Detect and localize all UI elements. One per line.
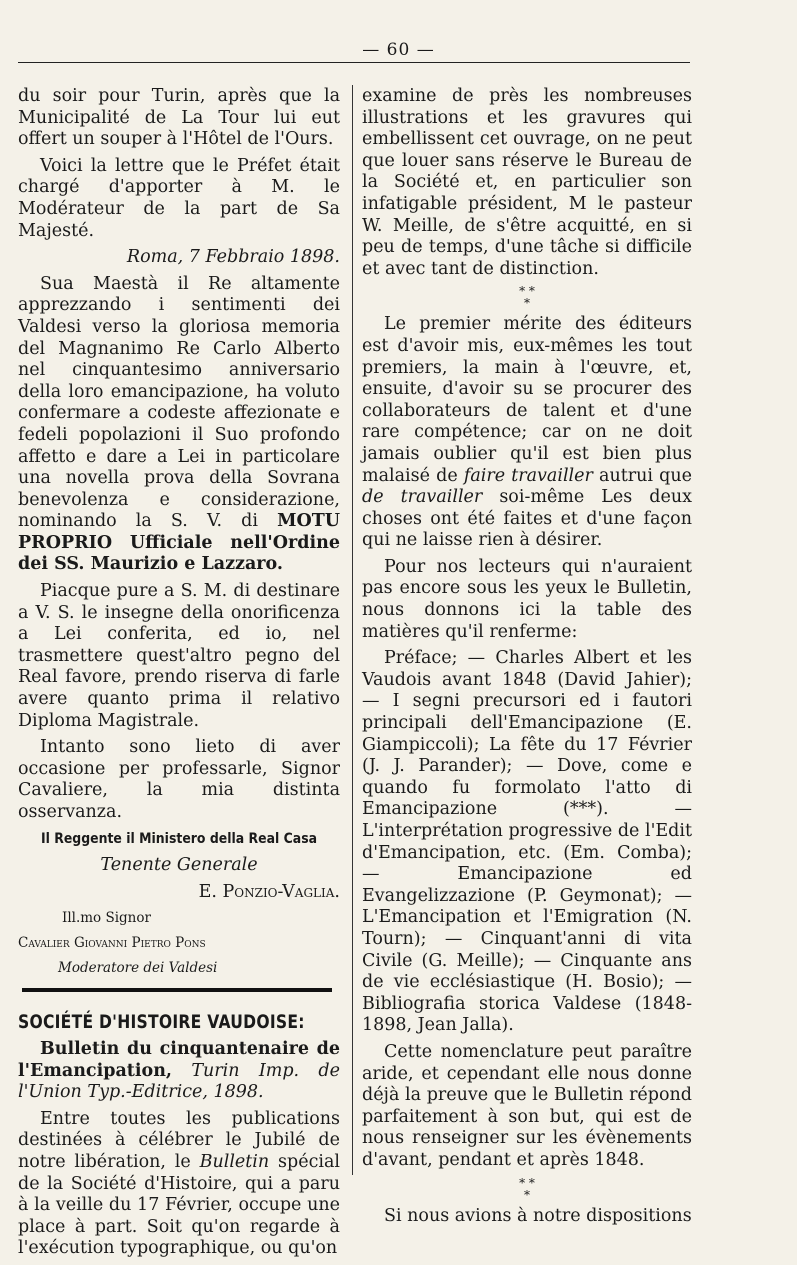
citation-title: Bulletin du cinquantenaire de l'Emancipation, <box>18 1038 340 1081</box>
address-line: Cavalier Giovanni Pietro Pons <box>18 935 206 952</box>
text-run: Le premier mérite des éditeurs est d'avoir mis, eux-mêmes les tout premiers, la main à l'œuvre, et, ensuite, d'avoir su se procurer des collaborateurs de talent et d'une rare compétence; car on ne doit jamais oublier qu'il est bien plus malaisé de <box>362 314 692 486</box>
text-run: spécial de la Société d'Histoire, qui a paru à la veille du 17 Février, occupe une place à part. Soit qu'on regarde à l'exécution typographique, ou qu'on <box>18 1151 340 1259</box>
paragraph: Voici la lettre que le Préfet était chargé d'apporter à M. le Modérateur de la part de Sa Majesté. <box>18 155 340 241</box>
letter-paragraph: Intanto sono lieto di aver occasione per professarle, Signor Cavaliere, la mia distinta osservanza. <box>18 737 340 822</box>
asterism: * * * <box>519 1175 535 1202</box>
text-run: Entre toutes les publications destinées à célébrer le Jubilé de notre libération, le <box>18 1108 340 1172</box>
italic-run: Bulletin <box>199 1151 270 1172</box>
letter-text: Sua Maestà il Re altamente apprezzando i sentimenti dei Valdesi verso la gloriosa memoria del Magnanimo Re Carlo Alberto nel cinquantesimo anniversario della loro emancipazione, ha voluto confermare a codeste affezionate e fedeli popolazioni il Suo profondo affetto e dare a Lei in particolare una novella prova della Sovrana benevolenza e considerazione, nominando la S. V. di <box>18 273 340 532</box>
asterism: * * * <box>519 284 535 311</box>
signature-rank: Tenente Generale <box>100 855 258 876</box>
paragraph: Si nous avions à notre dispositions <box>384 1205 692 1226</box>
paragraph <box>362 314 692 552</box>
page-number: — 60 — <box>362 40 435 60</box>
header-rule <box>18 62 690 63</box>
column-divider <box>352 85 353 1175</box>
letter-paragraph: Piacque pure a S. M. di destinare a V. S. le insegne della onorificenza a Lei conferita, ed io, nel trasmettere quest'altro pegno del Real favore, prendo riserva di farle avere quanto prima il relativo Diploma Magistrale. <box>18 581 340 731</box>
italic-run: de travailler <box>362 487 483 508</box>
paragraph: Cette nomenclature peut paraître aride, et cependant elle nous donne déjà la preuve que le Bulletin répond parfaitement à son but, qui est de nous renseigner sur les évènements d'avant, pendant et après 1848. <box>362 1041 692 1170</box>
letter-bold-text: MOTU PROPRIO Ufficiale nell'Ordine dei SS. Maurizio e Lazzaro. <box>18 511 340 575</box>
letter-paragraph <box>18 274 340 576</box>
paragraph: examine de près les nombreuses illustrations et les gravures qui embellissent cet ouvrage, on ne peut que louer sans réserve le Bureau de la Société et, en particulier son infatigable président, M le pasteur W. Meille, de s'être acquitté, en si peu de temps, d'une tâche si difficile et avec tant de distinction. <box>362 86 692 279</box>
letter-dateline: Roma, 7 Febbraio 1898. <box>126 247 340 268</box>
section-rule <box>22 988 332 992</box>
citation-publisher: Turin Imp. de l'Union Typ.-Editrice, 1898. <box>18 1060 340 1103</box>
italic-run: faire travailler <box>463 465 593 486</box>
right-column <box>362 86 692 1232</box>
address-line: Ill.mo Signor <box>62 910 151 927</box>
paragraph: du soir pour Turin, après que la Municipalité de La Tour lui eut offert un souper à l'Hôtel de l'Ours. <box>18 86 340 150</box>
text-run: autrui que <box>592 465 692 486</box>
review-citation <box>18 1039 340 1104</box>
signature-name: E. Ponzio-Vaglia. <box>198 881 340 902</box>
paragraph <box>18 1109 340 1260</box>
address-line: Moderatore dei Valdesi <box>58 960 218 977</box>
left-column <box>18 86 340 1265</box>
signature-title: Il Reggente il Ministero della Real Casa <box>40 830 318 847</box>
text-run: soi-même Les deux choses ont été faites et d'une façon qui ne laisse rien à désirer. <box>362 487 692 551</box>
paragraph: Pour nos lecteurs qui n'auraient pas encore sous les yeux le Bulletin, nous donnons ici la table des matières qu'il renferme: <box>362 556 692 642</box>
table-of-contents: Préface; — Charles Albert et les Vaudois avant 1848 (David Jahier); — I segni precursori ed i fautori principali dell'Emancipazione (E. Giampiccoli); La fête du 17 Février (J. J. Parander); — Dove, come e quando fu formolato l'atto di Emancipazione (***). — L'interprétation progressive de l'Edit d'Emancipation, etc. (Em. Comba); — Emancipazione ed Evangelizzazione (P. Geymonat); — L'Emancipation et l'Emigration (N. Tourn); — Cinquant'anni di vita Civile (G. Meille); — Cinquante ans de vie ecclésiastique (H. Bosio); — Bibliografia storica Valdese (1848-1898, Jean Jalla). <box>362 648 692 1036</box>
section-heading: SOCIÉTÉ D'HISTOIRE VAUDOISE: <box>18 1011 305 1034</box>
